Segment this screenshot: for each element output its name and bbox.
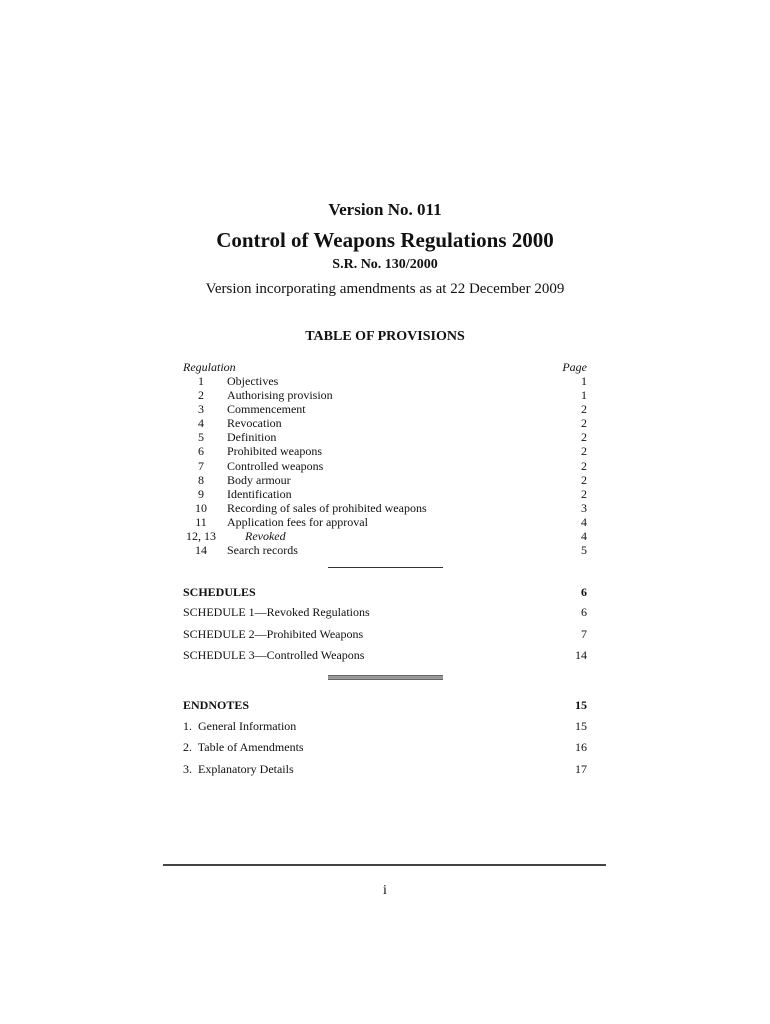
regulation-number: 10 [195,500,207,515]
toc-entry[interactable] [183,416,587,430]
regulation-title: Application fees for approval [227,514,368,529]
section-double-divider [328,675,443,680]
endnote-page: 17 [575,762,587,776]
regulation-title: Controlled weapons [227,458,324,473]
regulation-number: 9 [198,486,204,501]
schedule-page: 7 [581,627,587,641]
regulation-page: 4 [581,529,587,544]
regulation-title: Objectives [227,374,279,388]
endnote-entry[interactable] [183,740,587,756]
endnotes-heading[interactable] [183,698,587,714]
regulation-title: Authorising provision [227,388,333,403]
toc-entry[interactable] [183,473,587,487]
toc-entry[interactable] [183,529,587,543]
regulation-list [183,374,587,557]
page-column-header: Page [562,360,587,374]
regulation-page: 2 [581,486,587,501]
toc-entry[interactable] [183,402,587,416]
endnote-page: 15 [575,719,587,733]
endnote-title: 1. General Information [183,719,297,733]
regulation-page: 1 [581,388,587,403]
regulation-title: Search records [227,543,298,558]
regulation-title: Revocation [227,416,282,431]
schedule-entry[interactable] [183,605,587,621]
toc-entry[interactable] [183,388,587,402]
schedules-heading-page: 6 [581,585,587,599]
regulation-title: Recording of sales of prohibited weapons [227,500,427,515]
schedules-heading-label: SCHEDULES [183,585,256,599]
toc-entry[interactable] [183,543,587,557]
regulation-page: 5 [581,543,587,558]
toc-entry[interactable] [183,459,587,473]
schedule-page: 14 [575,648,587,662]
endnote-entry[interactable] [183,719,587,735]
endnote-page: 16 [575,740,587,754]
regulation-page: 2 [581,444,587,459]
regulation-page: 4 [581,514,587,529]
toc-entry[interactable] [183,430,587,444]
regulation-title: Identification [227,486,292,501]
toc-entry[interactable] [183,444,587,458]
regulation-page: 2 [581,458,587,473]
section-divider [328,567,443,568]
regulation-page: 2 [581,402,587,417]
regulation-title: Revoked [245,529,286,544]
regulation-title: Body armour [227,472,291,487]
regulation-page: 1 [581,374,587,388]
endnote-title: 3. Explanatory Details [183,762,294,776]
toc-column-headers [183,360,587,374]
version-incorporating-note: Version incorporating amendments as at 22 December 2009 [205,281,565,297]
toc-heading: TABLE OF PROVISIONS [305,329,465,344]
regulation-number: 5 [198,430,204,445]
regulation-title: Prohibited weapons [227,444,322,459]
toc-entry[interactable] [183,374,587,388]
page-number: i [383,883,387,898]
schedule-title: SCHEDULE 2—Prohibited Weapons [183,627,364,641]
regulation-number: 4 [198,416,204,431]
statutory-rule-number: S.R. No. 130/2000 [332,257,438,272]
endnote-title: 2. Table of Amendments [183,740,304,754]
regulation-number: 11 [195,514,207,529]
footer-rule [163,864,606,866]
regulation-title: Commencement [227,402,306,417]
endnote-entry[interactable] [183,762,587,778]
regulation-number: 14 [195,543,207,558]
document-title: Control of Weapons Regulations 2000 [216,228,554,252]
regulation-page: 3 [581,500,587,515]
schedule-page: 6 [581,605,587,619]
schedule-entry[interactable] [183,627,587,643]
regulation-page: 2 [581,430,587,445]
regulation-number: 8 [198,472,204,487]
regulation-number: 6 [198,444,204,459]
endnotes-heading-page: 15 [575,698,587,712]
schedules-heading[interactable] [183,585,587,601]
schedule-title: SCHEDULE 3—Controlled Weapons [183,648,365,662]
endnotes-heading-label: ENDNOTES [183,698,250,712]
regulation-number: 1 [198,374,204,388]
schedule-title: SCHEDULE 1—Revoked Regulations [183,605,370,619]
regulation-title: Definition [227,430,277,445]
toc-entry[interactable] [183,487,587,501]
toc-entry[interactable] [183,515,587,529]
regulation-number: 3 [198,402,204,417]
toc-entry[interactable] [183,501,587,515]
regulation-page: 2 [581,416,587,431]
regulation-number: 2 [198,388,204,403]
regulation-number: 7 [198,458,204,473]
regulation-column-header: Regulation [183,360,236,374]
regulation-number: 12, 13 [186,529,216,544]
schedule-entry[interactable] [183,648,587,664]
version-number: Version No. 011 [328,200,442,219]
regulation-page: 2 [581,472,587,487]
